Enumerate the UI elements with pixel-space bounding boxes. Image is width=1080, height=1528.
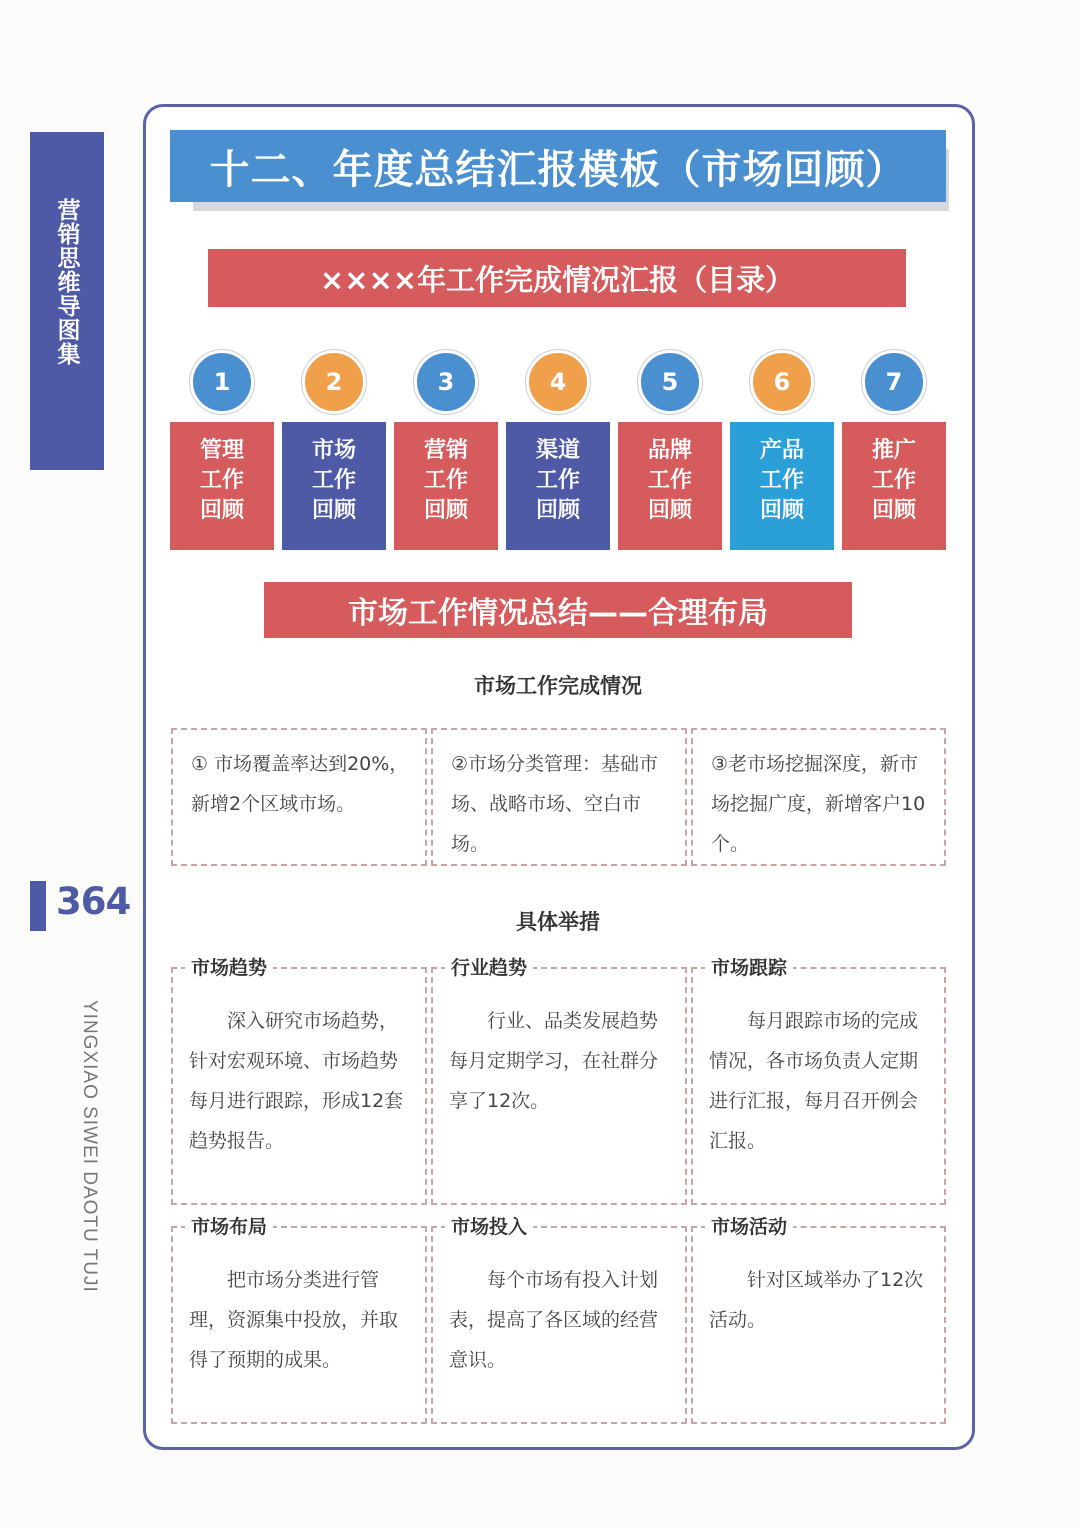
section-title-banner: 市场工作情况总结——合理布局 xyxy=(264,582,852,638)
measure-text: 把市场分类进行管理，资源集中投放，并取得了预期的成果。 xyxy=(189,1269,399,1371)
toc-item-line: 回顾 xyxy=(423,498,468,523)
toc-item-line: 回顾 xyxy=(535,498,580,523)
toc-number-circle: 2 xyxy=(302,350,366,414)
toc-item-line: 管理 xyxy=(199,438,244,463)
measure-text: 每个市场有投入计划表，提高了各区域的经营意识。 xyxy=(449,1269,659,1371)
measure-label: 市场投入 xyxy=(445,1214,533,1240)
toc-item-4 xyxy=(506,350,610,550)
measure-box-market-trend xyxy=(171,957,427,1205)
toc-item-line: 渠道 xyxy=(535,438,580,463)
toc-item-line: 工作 xyxy=(311,468,356,493)
toc-item-1 xyxy=(170,350,274,550)
side-tab-label: 营销思维导图集 xyxy=(53,198,80,366)
measure-label: 市场趋势 xyxy=(185,955,273,981)
completion-text: ②市场分类管理：基础市场、战略市场、空白市场。 xyxy=(451,753,659,855)
toc-item-line: 工作 xyxy=(647,468,692,493)
measure-box-market-layout xyxy=(171,1216,427,1424)
toc-item-box xyxy=(506,422,610,550)
toc-item-line: 回顾 xyxy=(759,498,804,523)
measure-label: 行业趋势 xyxy=(445,955,533,981)
measure-text: 针对区域举办了12次活动。 xyxy=(709,1269,924,1331)
toc-list xyxy=(170,350,946,550)
completion-box-2 xyxy=(431,728,687,866)
toc-item-box xyxy=(170,422,274,550)
toc-item-line: 工作 xyxy=(535,468,580,493)
toc-number-circle: 6 xyxy=(750,350,814,414)
toc-item-box xyxy=(730,422,834,550)
toc-number-circle: 5 xyxy=(638,350,702,414)
toc-item-line: 回顾 xyxy=(199,498,244,523)
toc-item-line: 回顾 xyxy=(311,498,356,523)
measure-box-market-tracking xyxy=(691,957,946,1205)
page-number-bar xyxy=(30,881,46,931)
page-title: 十二、年度总结汇报模板（市场回顾） xyxy=(170,130,946,202)
toc-item-line: 品牌 xyxy=(647,438,692,463)
measure-box-market-activity xyxy=(691,1216,946,1424)
toc-title-banner: ××××年工作完成情况汇报（目录） xyxy=(208,249,906,307)
toc-item-line: 推广 xyxy=(871,438,916,463)
measure-text: 每月跟踪市场的完成情况，各市场负责人定期进行汇报，每月召开例会汇报。 xyxy=(709,1010,919,1152)
completion-text: ① 市场覆盖率达到20%，新增2个区域市场。 xyxy=(191,753,409,815)
measure-text: 行业、品类发展趋势每月定期学习，在社群分享了12次。 xyxy=(449,1010,659,1112)
toc-item-line: 市场 xyxy=(311,438,356,463)
toc-item-line: 工作 xyxy=(423,468,468,493)
side-pinyin-label: YINGXIAO SIWEI DAOTU TUJI xyxy=(79,1000,100,1293)
toc-item-line: 营销 xyxy=(423,438,468,463)
measures-heading: 具体举措 xyxy=(516,910,600,934)
completion-text: ③老市场挖掘深度，新市场挖掘广度，新增客户10个。 xyxy=(711,753,926,855)
toc-item-box xyxy=(282,422,386,550)
toc-item-line: 回顾 xyxy=(871,498,916,523)
completion-box-1 xyxy=(171,728,427,866)
toc-item-line: 工作 xyxy=(199,468,244,493)
completion-box-3 xyxy=(691,728,946,866)
toc-item-box xyxy=(618,422,722,550)
toc-number-circle: 7 xyxy=(862,350,926,414)
toc-item-line: 回顾 xyxy=(647,498,692,523)
toc-item-line: 工作 xyxy=(871,468,916,493)
toc-item-6 xyxy=(730,350,834,550)
page-number: 364 xyxy=(56,880,131,923)
toc-number-circle: 3 xyxy=(414,350,478,414)
side-category-tab xyxy=(30,132,104,470)
measure-box-industry-trend xyxy=(431,957,687,1205)
toc-number-circle: 1 xyxy=(190,350,254,414)
toc-item-5 xyxy=(618,350,722,550)
toc-item-7 xyxy=(842,350,946,550)
measure-box-market-investment xyxy=(431,1216,687,1424)
completion-heading: 市场工作完成情况 xyxy=(474,674,642,698)
toc-item-box xyxy=(394,422,498,550)
toc-item-line: 工作 xyxy=(759,468,804,493)
toc-item-3 xyxy=(394,350,498,550)
toc-item-box xyxy=(842,422,946,550)
measure-text: 深入研究市场趋势，针对宏观环境、市场趋势每月进行跟踪，形成12套趋势报告。 xyxy=(189,1010,404,1152)
measure-label: 市场布局 xyxy=(185,1214,273,1240)
toc-number-circle: 4 xyxy=(526,350,590,414)
measure-label: 市场活动 xyxy=(705,1214,793,1240)
toc-item-line: 产品 xyxy=(759,438,804,463)
toc-item-2 xyxy=(282,350,386,550)
measure-label: 市场跟踪 xyxy=(705,955,793,981)
